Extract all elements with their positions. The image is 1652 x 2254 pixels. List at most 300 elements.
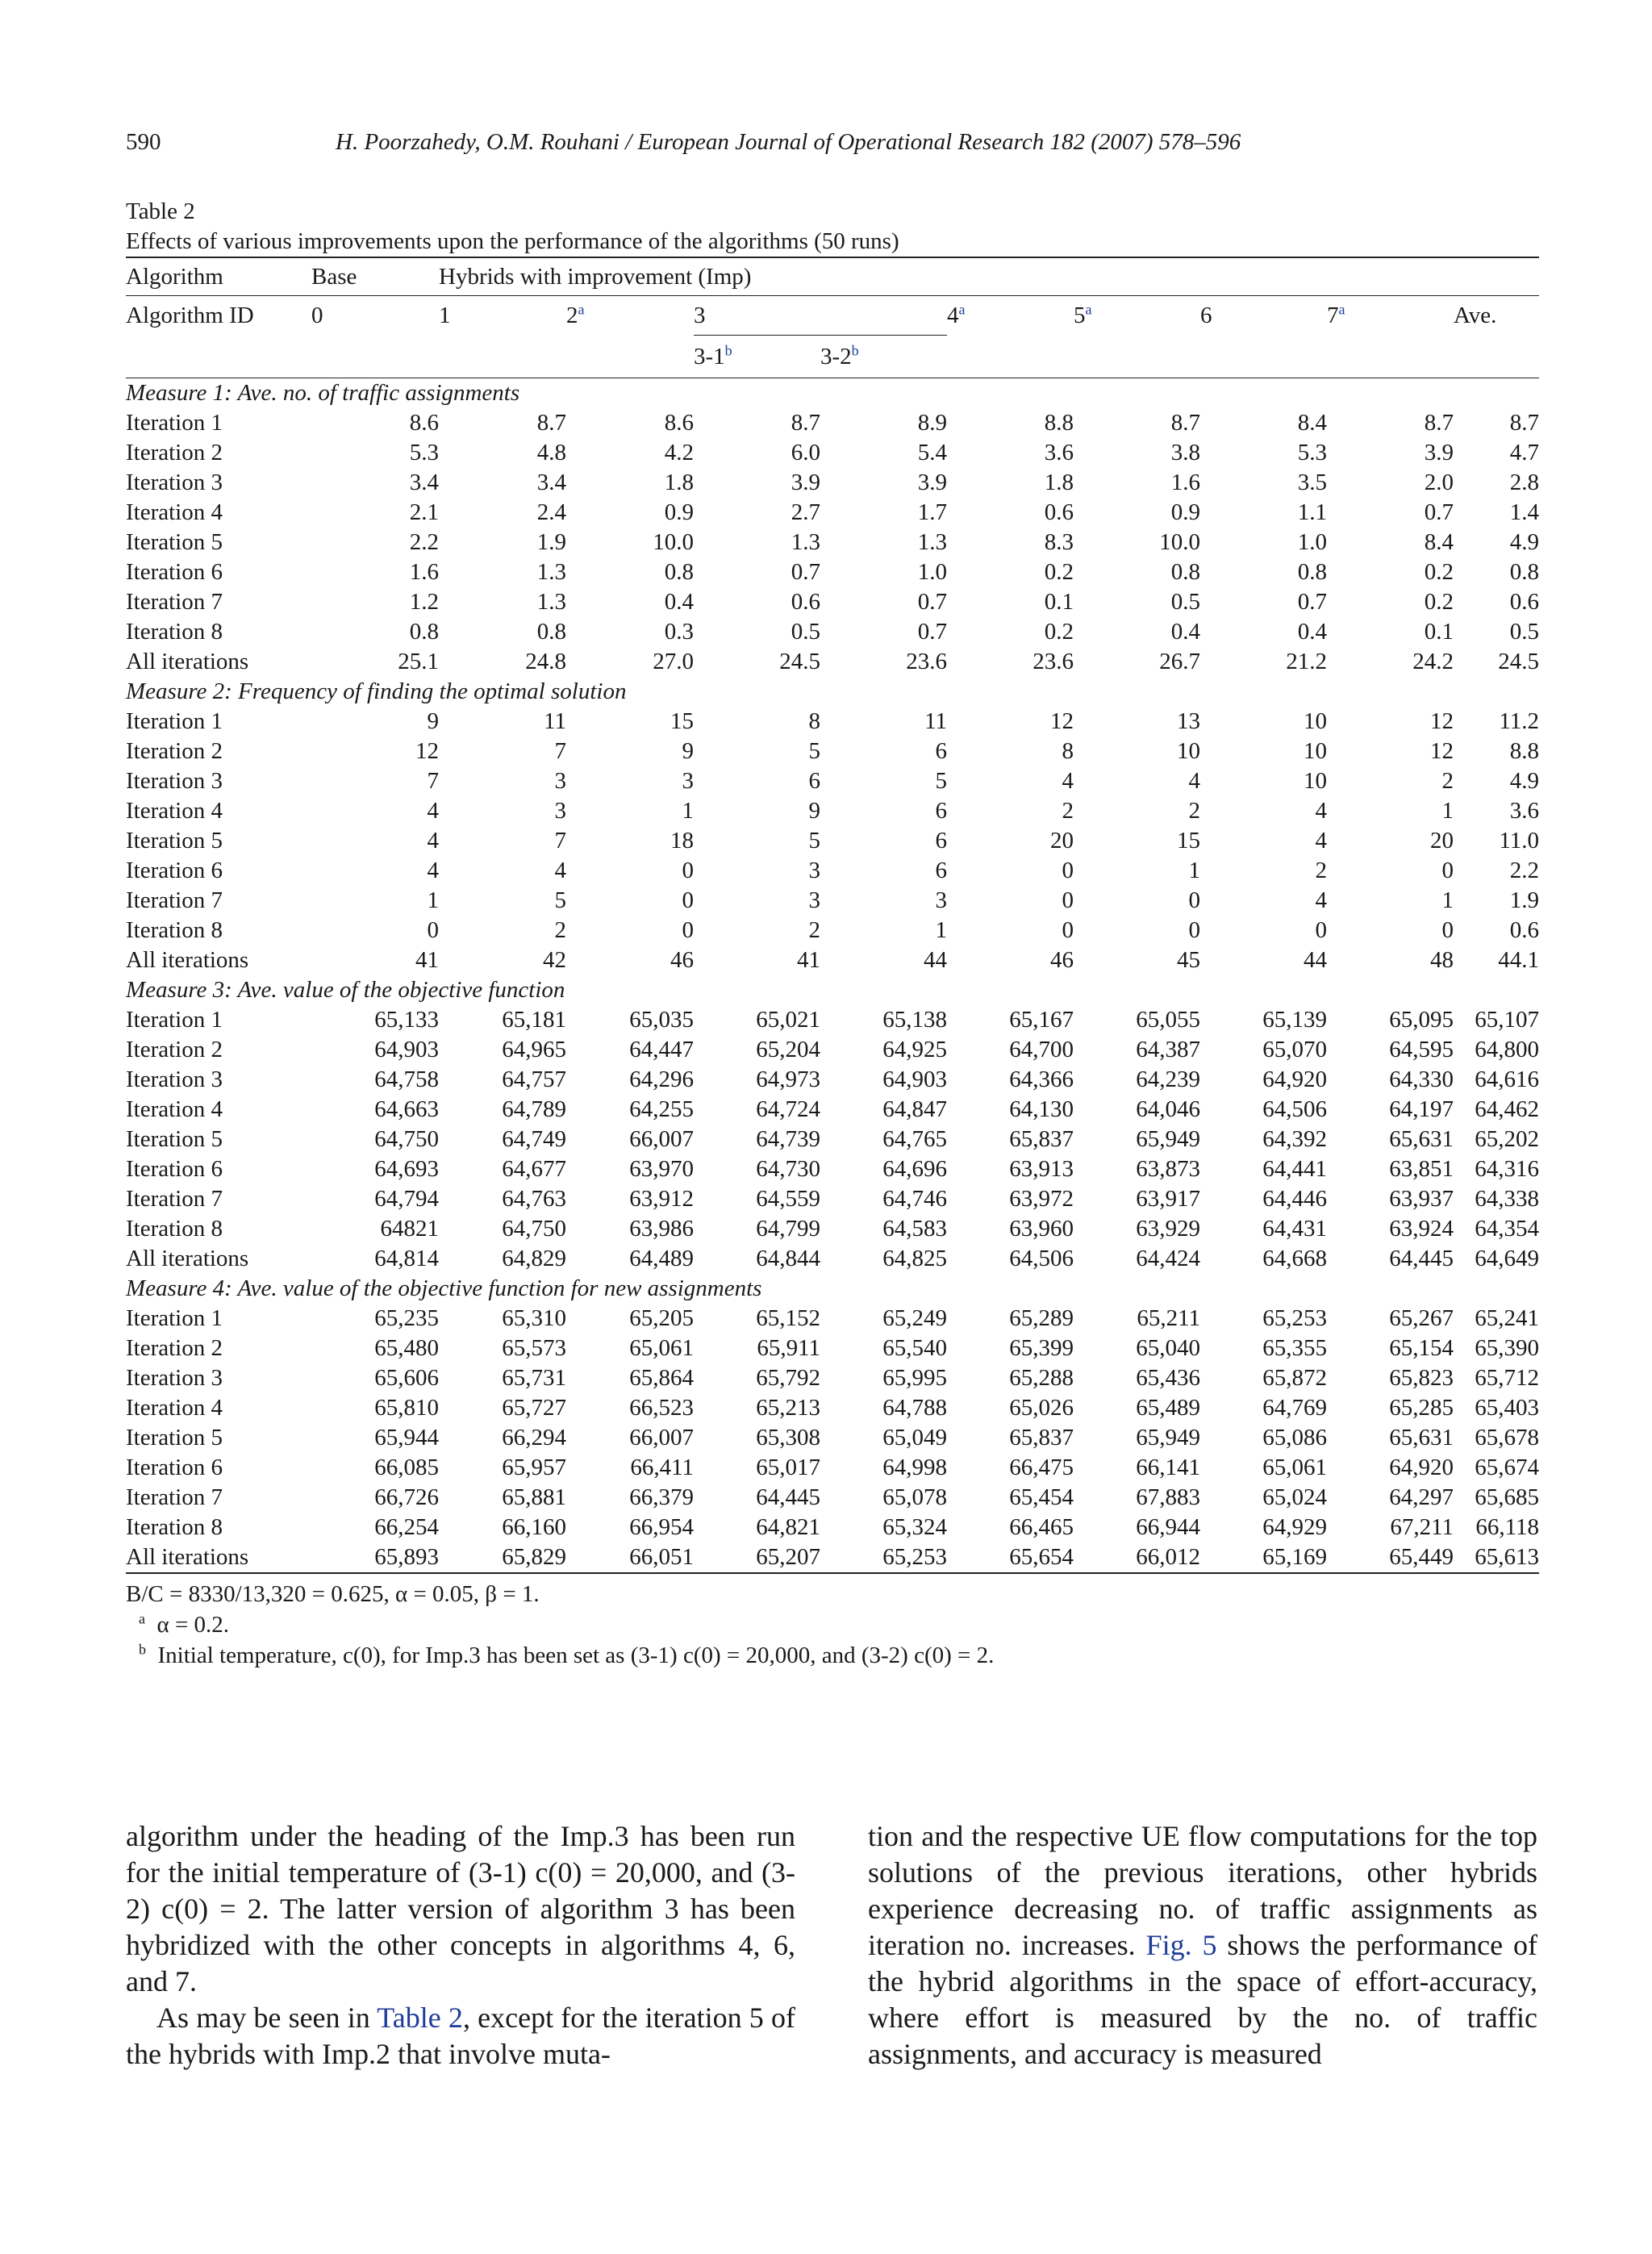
table-cell: 66,294	[502, 1425, 566, 1450]
table-cell: 8	[1062, 738, 1074, 764]
table-cell: 1.9	[536, 529, 566, 555]
table-cell: 65,893	[311, 1542, 439, 1573]
table-notes	[126, 1579, 1539, 1671]
table-2-link[interactable]: Table 2	[377, 2001, 463, 2034]
table-cell: 65,489	[1136, 1395, 1200, 1421]
table-cell: 3.6	[1044, 440, 1074, 465]
table-cell: 64,757	[502, 1066, 566, 1092]
table-cell: 4	[1188, 768, 1200, 794]
row-label: Iteration 4	[126, 499, 223, 525]
table-cell: 65,872	[1262, 1365, 1327, 1391]
id-3: 3	[694, 296, 947, 336]
table-cell: 15	[670, 708, 694, 734]
table-cell: 65,480	[374, 1335, 439, 1361]
table-row	[126, 1483, 1539, 1513]
table-cell: 2.8	[1509, 470, 1539, 495]
table-row	[126, 1005, 1539, 1035]
measure-title: Measure 3: Ave. value of the objective function	[126, 977, 565, 1003]
table-cell: 63,929	[1136, 1216, 1200, 1242]
table-cell: 64,338	[1475, 1186, 1539, 1212]
table-cell: 66,012	[1074, 1542, 1200, 1573]
table-cell: 65,026	[1009, 1395, 1074, 1421]
table-cell: 65,678	[1475, 1425, 1539, 1450]
table-cell: 0.7	[917, 589, 947, 615]
table-cell: 65,095	[1389, 1007, 1454, 1033]
table-cell: 65,881	[502, 1484, 566, 1510]
table-cell: 2.0	[1424, 470, 1454, 495]
table-cell: 11	[544, 708, 566, 734]
table-cell: 64,696	[882, 1156, 947, 1182]
table-cell: 0.8	[409, 619, 439, 645]
table-cell: 66,254	[374, 1514, 439, 1540]
table-body	[126, 378, 1539, 1574]
table-cell: 0	[1188, 917, 1200, 943]
table-cell: 65,949	[1136, 1126, 1200, 1152]
table-cell: 64,739	[756, 1126, 820, 1152]
row-label: Iteration 2	[126, 1037, 223, 1062]
table-cell: 65,289	[1009, 1305, 1074, 1331]
table-cell: 65,674	[1475, 1455, 1539, 1480]
table-cell: 64,668	[1262, 1246, 1327, 1271]
table-cell: 65,253	[820, 1542, 947, 1573]
table-cell: 20	[1050, 828, 1074, 854]
table-row	[126, 1423, 1539, 1453]
row-label: Iteration 7	[126, 887, 223, 913]
table-cell: 5.3	[409, 440, 439, 465]
table-cell: 63,851	[1389, 1156, 1454, 1182]
table-cell: 1.9	[1509, 887, 1539, 913]
row-label: Iteration 3	[126, 1066, 223, 1092]
table-cell: 64,750	[502, 1216, 566, 1242]
table-row	[126, 438, 1539, 468]
table-cell: 66,007	[629, 1425, 694, 1450]
table-cell: 7	[554, 828, 566, 854]
table-cell: 65,810	[374, 1395, 439, 1421]
results-table	[126, 257, 1539, 1574]
table-cell: 6	[935, 798, 947, 824]
table-row	[126, 1184, 1539, 1214]
table-cell: 65,436	[1136, 1365, 1200, 1391]
table-cell: 65,253	[1262, 1305, 1327, 1331]
table-cell: 4	[1315, 887, 1327, 913]
col-hybrids: Hybrids with improvement (Imp)	[439, 257, 1539, 296]
table-row	[126, 1542, 1539, 1573]
table-cell: 66,379	[629, 1484, 694, 1510]
table-cell: 0.8	[664, 559, 694, 585]
table-cell: 64,800	[1475, 1037, 1539, 1062]
table-cell: 65,310	[502, 1305, 566, 1331]
row-label: All iterations	[126, 1246, 249, 1271]
table-cell: 6	[808, 768, 820, 794]
footnote-a-mark: a	[958, 301, 966, 318]
table-cell: 5.3	[1297, 440, 1327, 465]
table-cell: 64,392	[1262, 1126, 1327, 1152]
table-cell: 65,944	[374, 1425, 439, 1450]
table-cell: 64,789	[502, 1096, 566, 1122]
table-cell: 24.2	[1412, 649, 1454, 674]
row-label: Iteration 5	[126, 828, 223, 854]
table-cell: 64,758	[374, 1066, 439, 1092]
table-row	[126, 557, 1539, 587]
table-cell: 64,763	[502, 1186, 566, 1212]
table-row	[126, 1453, 1539, 1483]
table-cell: 64,700	[1009, 1037, 1074, 1062]
table-cell: 24.8	[525, 649, 566, 674]
table-cell: 0.1	[1044, 589, 1074, 615]
table-cell: 65,205	[629, 1305, 694, 1331]
table-cell: 64,649	[1475, 1246, 1539, 1271]
table-cell: 64,844	[756, 1246, 820, 1271]
table-cell: 0.6	[791, 589, 820, 615]
table-cell: 8.6	[664, 410, 694, 436]
row-label: Iteration 6	[126, 1156, 223, 1182]
table-cell: 65,249	[882, 1305, 947, 1331]
table-cell: 0	[682, 917, 694, 943]
table-cell: 64,489	[629, 1246, 694, 1271]
row-label: All iterations	[126, 947, 249, 973]
table-cell: 65,288	[1009, 1365, 1074, 1391]
header-row-1	[126, 257, 1539, 296]
col-base: Base	[311, 257, 439, 296]
table-cell: 64,788	[882, 1395, 947, 1421]
table-cell: 63,972	[1009, 1186, 1074, 1212]
table-cell: 65,213	[756, 1395, 820, 1421]
table-cell: 64,663	[374, 1096, 439, 1122]
col-algorithm-id: Algorithm ID	[126, 296, 311, 336]
table-cell: 8.7	[791, 410, 820, 436]
table-cell: 65,181	[502, 1007, 566, 1033]
table-cell: 64,616	[1475, 1066, 1539, 1092]
table-cell: 2	[1315, 858, 1327, 883]
table-cell: 1	[1441, 887, 1454, 913]
id-1: 1	[439, 296, 566, 336]
table-cell: 2	[554, 917, 566, 943]
fig-5-link[interactable]: Fig. 5	[1145, 1929, 1217, 1961]
row-label: Iteration 6	[126, 858, 223, 883]
page-number: 590	[126, 129, 161, 155]
table-cell: 5	[554, 887, 566, 913]
table-cell: 3	[554, 768, 566, 794]
table-cell: 1.0	[1297, 529, 1327, 555]
table-cell: 65,285	[1389, 1395, 1454, 1421]
table-cell: 2	[1441, 768, 1454, 794]
table-cell: 63,912	[629, 1186, 694, 1212]
table-2	[126, 197, 1539, 1671]
note-b: $^b$ Initial temperature, c(0), for Imp.3 has been set as (3-1) c(0) = 20,000, and (3-2) c(0) = 2.	[139, 1641, 995, 1668]
table-cell: 0.7	[1297, 589, 1327, 615]
table-cell: 0	[682, 887, 694, 913]
table-cell: 44.1	[1498, 947, 1539, 973]
table-cell: 9	[427, 708, 439, 734]
table-cell: 11	[924, 708, 947, 734]
table-cell: 65,685	[1475, 1484, 1539, 1510]
table-cell: 64,799	[756, 1216, 820, 1242]
table-cell: 3	[554, 798, 566, 824]
table-cell: 3	[808, 858, 820, 883]
table-cell: 65,152	[756, 1305, 820, 1331]
id-ave: Ave.	[1454, 296, 1539, 336]
table-cell: 64,825	[882, 1246, 947, 1271]
table-cell: 63,873	[1136, 1156, 1200, 1182]
table-cell: 64,046	[1136, 1096, 1200, 1122]
table-cell: 64,595	[1389, 1037, 1454, 1062]
table-cell: 3.9	[917, 470, 947, 495]
row-label: Iteration 7	[126, 1484, 223, 1510]
table-cell: 4	[1062, 768, 1074, 794]
table-cell: 1.6	[409, 559, 439, 585]
table-cell: 65,792	[756, 1365, 820, 1391]
table-cell: 12	[415, 738, 439, 764]
table-cell: 65,167	[1009, 1007, 1074, 1033]
table-cell: 65,573	[502, 1335, 566, 1361]
table-cell: 65,241	[1475, 1305, 1539, 1331]
table-cell: 64,965	[502, 1037, 566, 1062]
id-5: 5$^a$	[1074, 296, 1200, 336]
table-cell: 63,917	[1136, 1186, 1200, 1212]
table-cell: 0.7	[917, 619, 947, 645]
table-cell: 64,130	[1009, 1096, 1074, 1122]
table-cell: 64,441	[1262, 1156, 1327, 1182]
table-cell: 65,631	[1389, 1425, 1454, 1450]
table-cell: 65,202	[1475, 1126, 1539, 1152]
table-cell: 63,986	[629, 1216, 694, 1242]
table-cell: 42	[543, 947, 566, 973]
table-cell: 0.5	[791, 619, 820, 645]
running-head: H. Poorzahedy, O.M. Rouhani / European Journal of Operational Research 182 (2007) 578–596	[336, 129, 1241, 155]
id-6: 6	[1200, 296, 1327, 336]
table-cell: 6	[935, 858, 947, 883]
table-cell: 0.6	[1044, 499, 1074, 525]
table-cell: 46	[1050, 947, 1074, 973]
table-cell: 64,769	[1262, 1395, 1327, 1421]
table-cell: 66,141	[1136, 1455, 1200, 1480]
table-cell: 66,944	[1136, 1514, 1200, 1540]
table-cell: 8.6	[409, 410, 439, 436]
table-label: Table 2	[126, 198, 195, 224]
table-cell: 64,829	[502, 1246, 566, 1271]
table-row	[126, 528, 1539, 557]
table-cell: 4	[427, 858, 439, 883]
table-cell: 65,078	[882, 1484, 947, 1510]
table-cell: 65,837	[1009, 1425, 1074, 1450]
table-cell: 64,821	[756, 1514, 820, 1540]
table-cell: 64,447	[629, 1037, 694, 1062]
row-label: Iteration 4	[126, 1096, 223, 1122]
table-cell: 64,750	[374, 1126, 439, 1152]
table-cell: 0.2	[1044, 619, 1074, 645]
table-cell: 2.4	[536, 499, 566, 525]
table-cell: 0	[427, 917, 439, 943]
table-cell: 4	[427, 828, 439, 854]
table-cell: 0	[1062, 917, 1074, 943]
table-cell: 8.8	[1509, 738, 1539, 764]
table-row	[126, 1035, 1539, 1065]
table-row	[126, 1095, 1539, 1125]
table-row	[126, 737, 1539, 766]
table-row	[126, 587, 1539, 617]
table-cell: 63,924	[1389, 1216, 1454, 1242]
table-cell: 65,107	[1475, 1007, 1539, 1033]
table-cell: 67,211	[1390, 1514, 1454, 1540]
table-cell: 2	[808, 917, 820, 943]
table-cell: 0.4	[664, 589, 694, 615]
table-cell: 2.1	[409, 499, 439, 525]
table-row	[126, 468, 1539, 498]
table-cell: 65,061	[1262, 1455, 1327, 1480]
id-4: 4$^a$	[947, 296, 1074, 336]
table-cell: 65,355	[1262, 1335, 1327, 1361]
table-cell: 4	[1315, 798, 1327, 824]
table-cell: 12	[1430, 708, 1454, 734]
table-cell: 3.9	[1424, 440, 1454, 465]
table-cell: 65,449	[1327, 1542, 1454, 1573]
header-row-2	[126, 296, 1539, 336]
table-cell: 64,794	[374, 1186, 439, 1212]
table-cell: 0	[1315, 917, 1327, 943]
table-cell: 0.2	[1044, 559, 1074, 585]
table-cell: 4	[1315, 828, 1327, 854]
table-cell: 66,475	[1009, 1455, 1074, 1480]
table-cell: 0.8	[1509, 559, 1539, 585]
table-cell: 45	[1177, 947, 1200, 973]
table-cell: 10	[1177, 738, 1200, 764]
table-cell: 65,040	[1136, 1335, 1200, 1361]
table-cell: 41	[415, 947, 439, 973]
table-cell: 65,631	[1389, 1126, 1454, 1152]
table-cell: 1	[1441, 798, 1454, 824]
table-cell: 5.4	[917, 440, 947, 465]
page-header	[126, 129, 1537, 161]
table-cell: 65,133	[374, 1007, 439, 1033]
row-label: Iteration 6	[126, 1455, 223, 1480]
table-cell: 8.7	[1170, 410, 1200, 436]
table-cell: 64,749	[502, 1126, 566, 1152]
table-cell: 9	[682, 738, 694, 764]
table-cell: 0.8	[1170, 559, 1200, 585]
table-cell: 64,925	[882, 1037, 947, 1062]
row-label: All iterations	[126, 649, 249, 674]
table-cell: 4.7	[1509, 440, 1539, 465]
measure-title: Measure 2: Frequency of finding the optimal solution	[126, 678, 627, 704]
table-cell: 0.4	[1297, 619, 1327, 645]
row-label: Iteration 7	[126, 1186, 223, 1212]
table-cell: 4	[427, 798, 439, 824]
table-cell: 65,061	[629, 1335, 694, 1361]
table-cell: 8.3	[1044, 529, 1074, 555]
table-cell: 2	[1188, 798, 1200, 824]
table-cell: 1.4	[1509, 499, 1539, 525]
table-row	[126, 1304, 1539, 1334]
row-label: Iteration 2	[126, 440, 223, 465]
table-cell: 65,540	[882, 1335, 947, 1361]
table-cell: 8.4	[1424, 529, 1454, 555]
row-label: Iteration 8	[126, 619, 223, 645]
table-row	[126, 498, 1539, 528]
table-cell: 4.9	[1509, 768, 1539, 794]
table-cell: 64,431	[1262, 1216, 1327, 1242]
table-cell: 65,024	[1262, 1484, 1327, 1510]
table-cell: 2.7	[791, 499, 820, 525]
table-cell: 0.7	[1424, 499, 1454, 525]
table-row	[126, 1393, 1539, 1423]
table-cell: 65,613	[1454, 1542, 1539, 1573]
paragraph: algorithm under the heading of the Imp.3 has been run for the initial temperature of (3-1) c(0) = 20,000, and (3-2) c(0) = 2. The latter version of algorithm 3 has been hybridized with the other concepts in algorithms 4, 6, and 7.	[126, 1820, 795, 1997]
table-row	[126, 1363, 1539, 1393]
table-cell: 64,354	[1475, 1216, 1539, 1242]
row-label: All iterations	[126, 1542, 311, 1573]
table-cell: 46	[670, 947, 694, 973]
table-cell: 4.9	[1509, 529, 1539, 555]
table-cell: 8.7	[1509, 410, 1539, 436]
table-cell: 66,085	[374, 1455, 439, 1480]
table-cell: 65,949	[1136, 1425, 1200, 1450]
table-cell: 10	[1304, 768, 1327, 794]
table-cell: 64,445	[756, 1484, 820, 1510]
table-row	[126, 856, 1539, 886]
table-cell: 10	[1304, 708, 1327, 734]
table-cell: 1.6	[1170, 470, 1200, 495]
table-cell: 21.2	[1286, 649, 1327, 674]
table-cell: 4	[554, 858, 566, 883]
note-a: $^a$ α = 0.2.	[139, 1610, 230, 1638]
table-cell: 11.0	[1499, 828, 1539, 854]
table-cell: 8.7	[536, 410, 566, 436]
table-cell: 65,403	[1475, 1395, 1539, 1421]
table-cell: 64,847	[882, 1096, 947, 1122]
table-cell: 3.8	[1170, 440, 1200, 465]
table-cell: 64,366	[1009, 1066, 1074, 1092]
table-cell: 65,399	[1009, 1335, 1074, 1361]
table-cell: 64,677	[502, 1156, 566, 1182]
row-label: Iteration 1	[126, 1305, 223, 1331]
table-cell: 10.0	[1159, 529, 1200, 555]
table-cell: 15	[1177, 828, 1200, 854]
table-cell: 0.9	[664, 499, 694, 525]
table-cell: 3.4	[409, 470, 439, 495]
table-cell: 65,235	[374, 1305, 439, 1331]
table-cell: 1	[682, 798, 694, 824]
table-row	[126, 766, 1539, 796]
table-cell: 64,903	[882, 1066, 947, 1092]
table-cell: 8.7	[1424, 410, 1454, 436]
table-cell: 64,765	[882, 1126, 947, 1152]
row-label: Iteration 8	[126, 917, 223, 943]
table-cell: 2	[1062, 798, 1074, 824]
id-7: 7$^a$	[1327, 296, 1454, 336]
table-cell: 65,995	[882, 1365, 947, 1391]
table-cell: 25.1	[398, 649, 439, 674]
table-cell: 10	[1304, 738, 1327, 764]
table-cell: 3.4	[536, 470, 566, 495]
table-cell: 7	[554, 738, 566, 764]
table-cell: 1.8	[1044, 470, 1074, 495]
table-row	[126, 1244, 1539, 1274]
table-cell: 6	[935, 738, 947, 764]
table-cell: 2.2	[1509, 858, 1539, 883]
table-cell: 64,296	[629, 1066, 694, 1092]
table-cell: 9	[808, 798, 820, 824]
table-cell: 64,973	[756, 1066, 820, 1092]
table-cell: 48	[1430, 947, 1454, 973]
table-cell: 65,654	[947, 1542, 1074, 1573]
body-column-left	[126, 1818, 795, 2072]
table-cell: 0.6	[1509, 917, 1539, 943]
table-cell: 64,730	[756, 1156, 820, 1182]
table-cell: 65,324	[882, 1514, 947, 1540]
table-cell: 13	[1177, 708, 1200, 734]
table-cell: 27.0	[653, 649, 694, 674]
table-cell: 65,712	[1475, 1365, 1539, 1391]
